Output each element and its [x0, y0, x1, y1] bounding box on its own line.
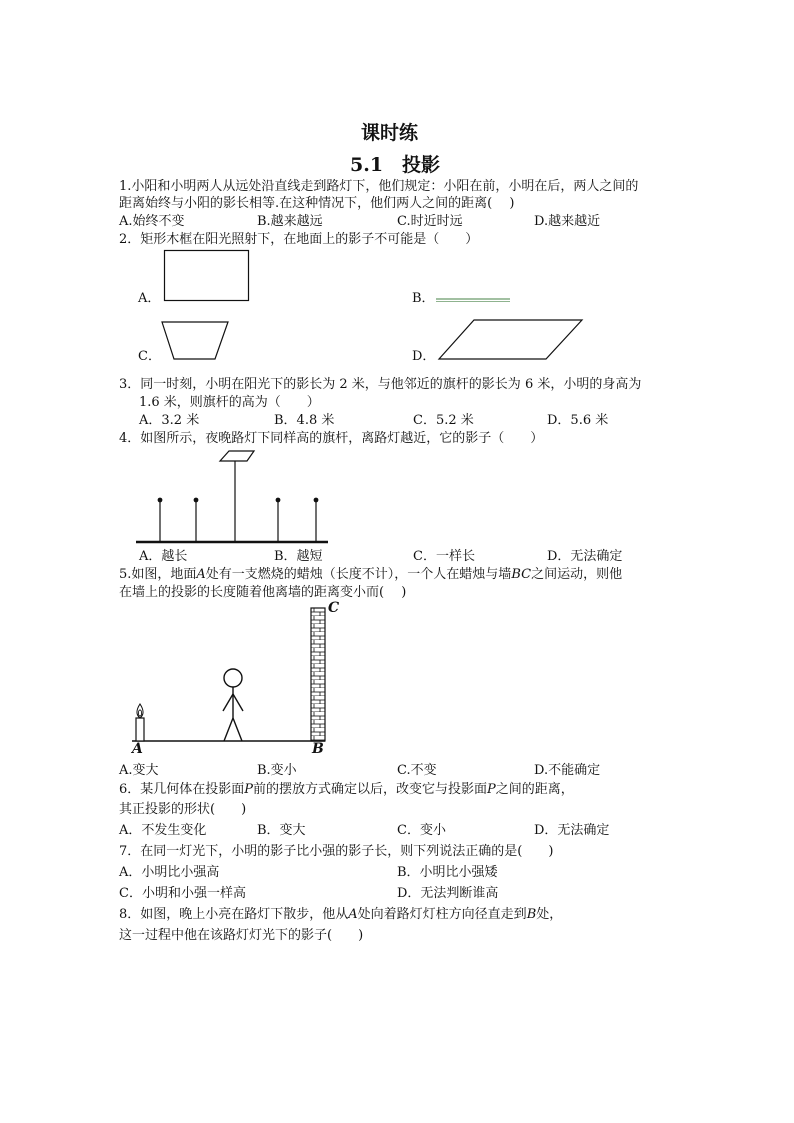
q6-stem-text-3: 之间的距离， — [495, 782, 574, 797]
q5-stem-line1 — [119, 566, 622, 583]
q7-stem: 7．在同一灯光下，小明的影子比小强的影子长，则下列说法正确的是( ) — [119, 844, 554, 859]
q2-figure-d-parallelogram — [436, 318, 586, 362]
q5-var-a: A — [196, 567, 206, 582]
q5-option-c: C.不变 — [397, 763, 437, 778]
q1-option-c: C.时近时远 — [397, 214, 463, 229]
q5-figure-candle-person-wall — [128, 600, 348, 758]
q4-option-a: A．越长 — [139, 549, 188, 564]
q6-var-p-2: P — [487, 782, 496, 797]
q5-stem-text-3: 之间运动，则他 — [531, 567, 623, 582]
q5-candle — [136, 704, 144, 741]
q5-label-a: A — [132, 741, 143, 757]
q5-label-c: C — [328, 600, 340, 616]
q2-label-d: D． — [412, 349, 436, 364]
q1-option-d: D.越来越近 — [534, 214, 601, 229]
q5-option-b: B.变小 — [257, 763, 297, 778]
q3-stem-line2: 1.6 米，则旗杆的高为（ ） — [139, 395, 320, 410]
q8-stem-text-3: 处， — [536, 907, 563, 922]
q5-stem-text-1: 5.如图，地面 — [119, 567, 197, 582]
q3-option-b: B．4.8 米 — [274, 413, 335, 428]
q7-option-b: B．小明比小强矮 — [397, 865, 498, 880]
section-title: 5.1 投影 — [350, 154, 441, 176]
q8-stem-line1 — [119, 906, 562, 923]
q3-option-c: C．5.2 米 — [413, 413, 474, 428]
q6-option-b: B．变大 — [257, 823, 306, 838]
q5-wall — [311, 608, 325, 741]
page-title: 课时练 — [361, 122, 419, 144]
q8-var-a: A — [348, 907, 358, 922]
q3-option-d: D．5.6 米 — [547, 413, 609, 428]
q1-stem-line2: 距离始终与小阳的影长相等.在这种情况下，他们两人之间的距离( ) — [119, 196, 515, 211]
q4-option-b: B．越短 — [274, 549, 323, 564]
q2-stem: 2．矩形木框在阳光照射下，在地面上的影子不可能是（ ） — [119, 232, 479, 247]
q4-stem: 4．如图所示，夜晚路灯下同样高的旗杆，离路灯越近，它的影子（ ） — [119, 431, 544, 446]
q4-figure-streetlight-flagpoles — [136, 448, 336, 548]
q7-option-d: D．无法判断谁高 — [397, 886, 499, 901]
q2-label-b: B． — [412, 291, 435, 306]
q1-option-b: B.越来越远 — [257, 214, 323, 229]
q7-option-a: A．小明比小强高 — [119, 865, 220, 880]
q6-stem-text-2: 前的摆放方式确定以后，改变它与投影面 — [253, 782, 488, 797]
q8-var-b: B — [526, 907, 537, 922]
q8-stem-text-1: 8．如图，晚上小亮在路灯下散步，他从 — [119, 907, 349, 922]
q2-figure-a-rectangle — [164, 250, 250, 302]
q6-stem-text-1: 6．某几何体在投影面 — [119, 782, 245, 797]
q1-stem-line1: 1.小阳和小明两人从远处沿直线走到路灯下，他们规定：小阳在前，小明在后，两人之间的 — [119, 179, 639, 194]
q2-figure-b-segment — [436, 297, 512, 303]
q3-option-a: A．3.2 米 — [139, 413, 200, 428]
q3-stem-line1: 3．同一时刻，小明在阳光下的影长为 2 米，与他邻近的旗杆的影长为 6 米，小明的身高为 — [119, 377, 642, 392]
q8-stem-line2: 这一过程中他在该路灯灯光下的影子( ) — [119, 928, 364, 943]
q5-person-stick-figure — [223, 669, 243, 741]
q5-stem-text-2: 处有一支燃烧的蜡烛（长度不计），一个人在蜡烛与墙 — [205, 567, 512, 582]
q4-option-c: C．一样长 — [413, 549, 475, 564]
q5-option-a: A.变大 — [119, 763, 159, 778]
q5-option-d: D.不能确定 — [534, 763, 601, 778]
q8-stem-text-2: 处向着路灯灯柱方向径直走到 — [357, 907, 527, 922]
q6-option-c: C．变小 — [397, 823, 446, 838]
q6-stem-line2: 其正投影的形状( ) — [119, 802, 247, 817]
q2-label-c: C． — [138, 349, 161, 364]
q6-stem-line1 — [119, 781, 574, 798]
q5-stem-line2: 在墙上的投影的长度随着他离墙的距离变小而( ) — [119, 585, 407, 600]
q7-option-c: C．小明和小强一样高 — [119, 886, 246, 901]
q4-option-d: D．无法确定 — [547, 549, 623, 564]
q2-label-a: A． — [138, 291, 161, 306]
q5-var-bc: BC — [511, 567, 532, 582]
q2-figure-c-trapezoid — [160, 320, 230, 362]
q1-option-a: A.始终不变 — [119, 214, 185, 229]
q5-label-b: B — [312, 741, 324, 757]
q6-option-d: D．无法确定 — [534, 823, 610, 838]
q6-option-a: A．不发生变化 — [119, 823, 207, 838]
q6-var-p-1: P — [244, 782, 254, 797]
